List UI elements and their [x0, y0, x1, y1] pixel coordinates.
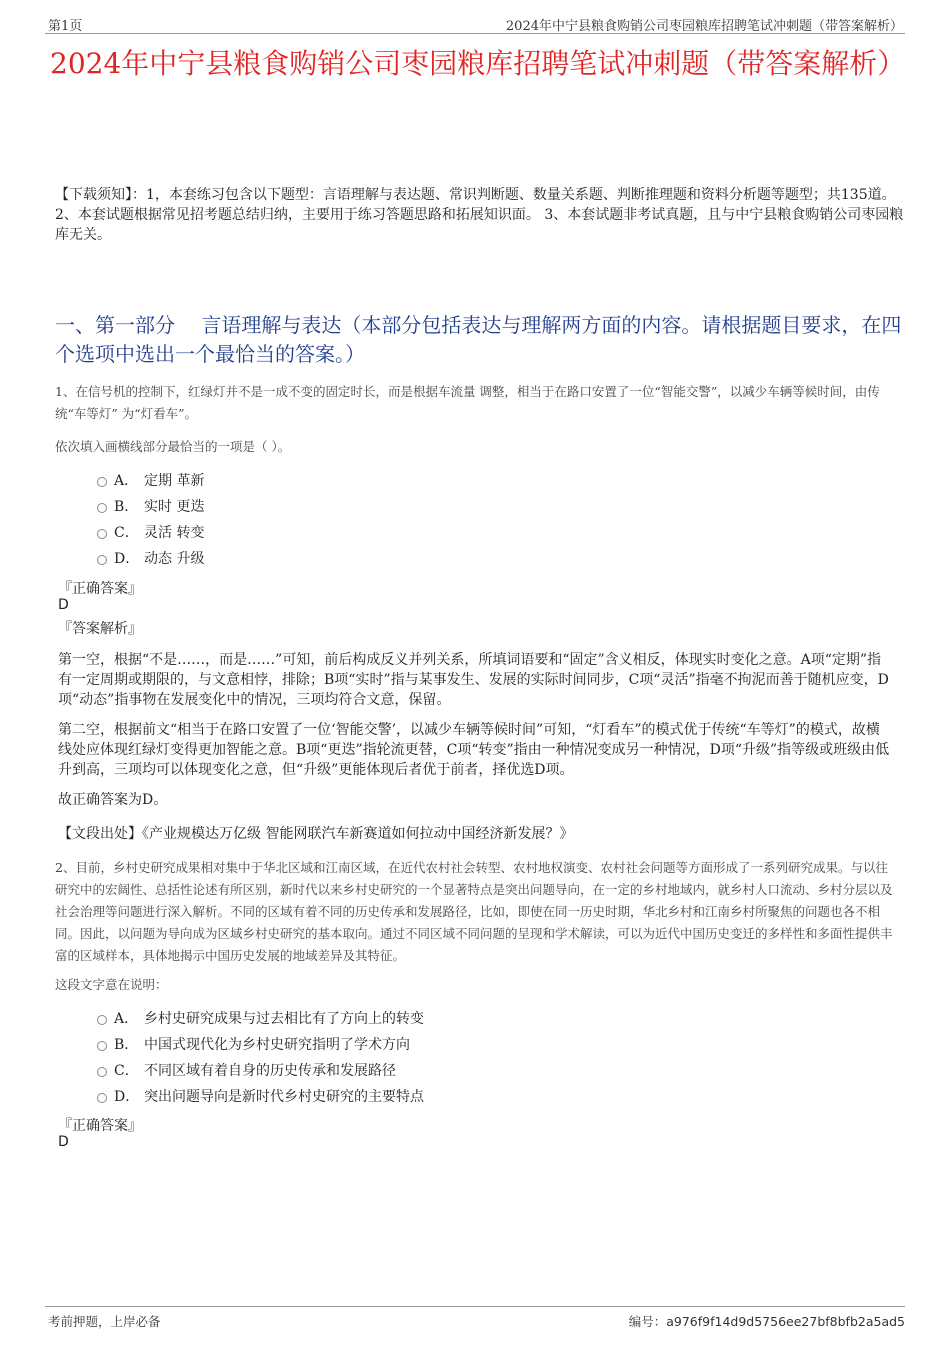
option-letter: D． [114, 1089, 140, 1105]
question-1-source: 【文段出处】《产业规模达万亿级 智能网联汽车新赛道如何拉动中国经济新发展？》 [58, 826, 574, 842]
footer-slogan: 考前押题，上岸必备 [48, 1314, 161, 1329]
question-2-option-c[interactable] [97, 1059, 396, 1081]
option-text: 实时 更迭 [144, 499, 205, 515]
question-1-analysis-conclusion: 故正确答案为D。 [58, 792, 168, 808]
question-1-text: 1、在信号机的控制下，红绿灯并不是一成不变的固定时长，而是根据车流量 调整，相当于在路口安置了一位“智能交警”，以减少车辆等候时间，由传统“车等灯” 为“灯看车”。 [55, 384, 880, 421]
page-number: 第1页 [48, 19, 83, 34]
radio-button-icon[interactable] [97, 529, 107, 539]
question-1-analysis-p1: 第一空，根据“不是……，而是……”可知，前后构成反义并列关系，所填词语要和“固定”含义相反，体现实时变化之意。A项“定期”指有一定周期或期限的，与文意相悖，排除；B项“实时”指与某事发生、发展的实际时间同步，C项“灵活”指毫不拘泥而善于随机应变，D项“动态”指事物在发展变化中的情况，三项均符合文意，保留。 [58, 652, 889, 708]
question-1-answer-label: 『正确答案』 [58, 581, 142, 597]
question-1-prompt: 依次填入画横线部分最恰当的一项是（ ）。 [55, 439, 291, 454]
option-text: 突出问题导向是新时代乡村史研究的主要特点 [144, 1089, 424, 1105]
option-text: 不同区域有着自身的历史传承和发展路径 [144, 1063, 396, 1079]
radio-button-icon[interactable] [97, 1041, 107, 1051]
footer-code-value: a976f9f14d9d5756ee27bf8bfb2a5ad5 [666, 1314, 905, 1329]
radio-button-icon[interactable] [97, 1093, 107, 1103]
question-2-text: 2、目前，乡村史研究成果相对集中于华北区域和江南区域，在近代农村社会转型、农村地权演变、农村社会问题等方面形成了一系列研究成果。与以往研究中的宏阔性、总括性论述有所区别，新时代以来乡村史研究的一个显著特点是突出问题导向，在一定的乡村地域内，就乡村人口流动、乡村分层以及社会治理等问题进行深入解析。不同的区域有着不同的历史传承和发展路径，比如，即使在同一历史时期，华北乡村和江南乡村所聚焦的问题也各不相同。因此，以问题为导向成为区域乡村史研究的基本取向。通过不同区域不同问题的呈现和学术解读，可以为近代中国历史变迁的多样性和多面性提供丰富的区域样本，具体地揭示中国历史发展的地域差异及其特征。 [55, 860, 893, 963]
option-text: 乡村史研究成果与过去相比有了方向上的转变 [144, 1011, 424, 1027]
option-letter: B． [114, 499, 139, 515]
question-2-answer: D [58, 1134, 69, 1150]
question-1-option-b[interactable] [97, 495, 204, 517]
question-1-option-c[interactable] [97, 521, 204, 543]
radio-button-icon[interactable] [97, 1015, 107, 1025]
radio-button-icon[interactable] [97, 555, 107, 565]
option-text: 灵活 转变 [144, 525, 205, 541]
option-letter: D． [114, 551, 140, 567]
option-text: 定期 革新 [144, 473, 205, 489]
footer-divider [45, 1306, 905, 1307]
section-title: 一、第一部分 言语理解与表达（本部分包括表达与理解两方面的内容。请根据题目要求，在四个选项中选出一个最恰当的答案。） [55, 313, 902, 366]
question-1-answer: D [58, 597, 69, 613]
question-2-prompt: 这段文字意在说明： [55, 977, 168, 992]
footer-code-prefix: 编号： [628, 1314, 667, 1329]
page-title: 2024年中宁县粮食购销公司枣园粮库招聘笔试冲刺题（带答案解析） [50, 47, 906, 80]
question-1-analysis-label: 『答案解析』 [58, 621, 142, 637]
header-doc-title: 2024年中宁县粮食购销公司枣园粮库招聘笔试冲刺题（带答案解析） [505, 19, 903, 34]
option-letter: B． [114, 1037, 139, 1053]
question-1-analysis-p2: 第二空，根据前文“相当于在路口安置了一位‘智能交警’，以减少车辆等候时间”可知，“灯看车”的模式优于传统“车等灯”的模式，故横线处应体现红绿灯变得更加智能之意。B项“更迭”指轮流更替，C项“转变”指由一种情况变成另一种情况，D项“升级”指等级或班级由低升到高，三项均可以体现变化之意，但“升级”更能体现后者优于前者，择优选D项。 [58, 722, 890, 778]
radio-button-icon[interactable] [97, 477, 107, 487]
question-2-option-a[interactable] [97, 1007, 424, 1029]
download-notice: 【下载须知】：1，本套练习包含以下题型：言语理解与表达题、常识判断题、数量关系题、判断推理题和资料分析题等题型；共135道。 2、本套试题根据常见招考题总结归纳，主要用于练习答题思路和拓展知识面。 3、本套试题非考试真题，且与中宁县粮食购销公司枣园粮库无关。 [55, 187, 904, 243]
option-letter: C． [114, 1063, 139, 1079]
question-2-answer-label: 『正确答案』 [58, 1118, 142, 1134]
question-1-option-a[interactable] [97, 469, 204, 491]
radio-button-icon[interactable] [97, 1067, 107, 1077]
option-text: 动态 升级 [144, 551, 205, 567]
option-letter: C． [114, 525, 139, 541]
option-text: 中国式现代化为乡村史研究指明了学术方向 [144, 1037, 410, 1053]
question-2-option-d[interactable] [97, 1085, 424, 1107]
footer-code [629, 1312, 905, 1330]
radio-button-icon[interactable] [97, 503, 107, 513]
option-letter: A． [114, 473, 139, 489]
header-divider [45, 33, 905, 34]
option-letter: A． [114, 1011, 139, 1027]
question-2-option-b[interactable] [97, 1033, 410, 1055]
question-1-option-d[interactable] [97, 547, 204, 569]
